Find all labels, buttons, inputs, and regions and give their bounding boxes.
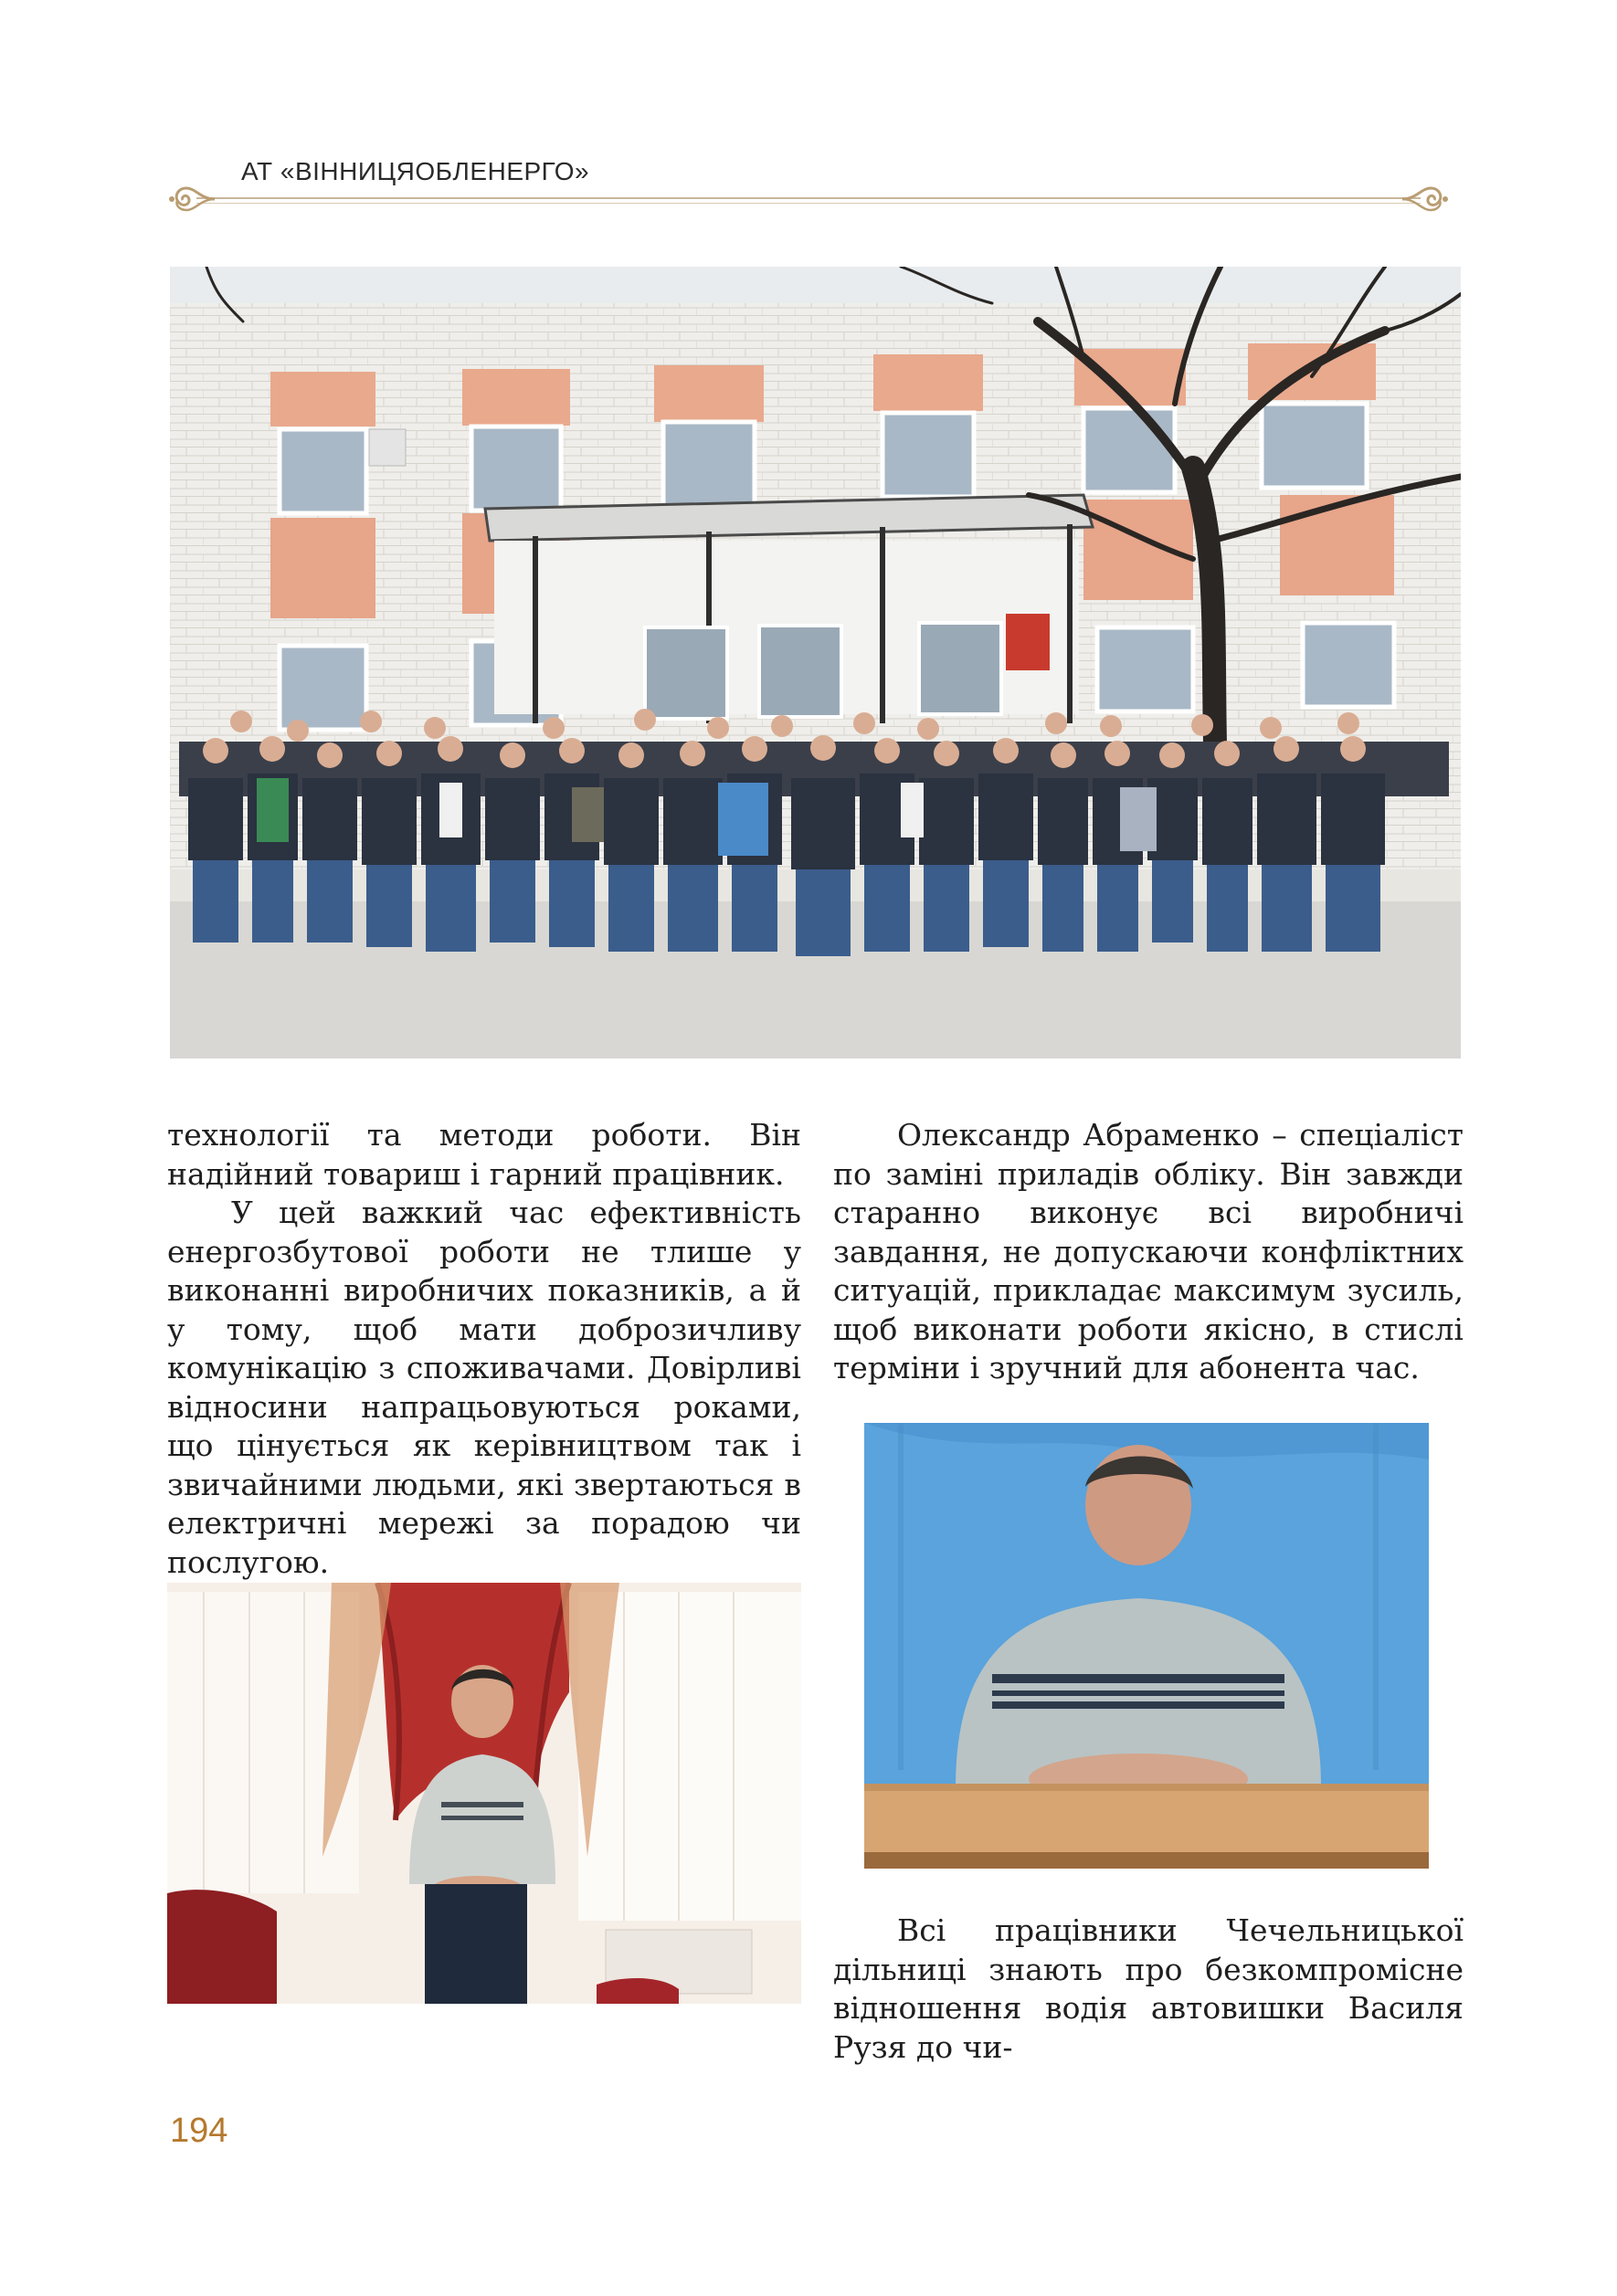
- paragraph: У цей важкий час ефективність енергозбутової роботи не тлише у виконанні виробничих показників, а й у тому, щоб мати доброзичливу комунікацію з споживачами. Довірливі відносини напрацьовуються роками, що цінується як керівництвом так і звичайними людьми, які звертаються в електричні мережі за порадою чи послугою.: [167, 1195, 801, 1580]
- group-photo: [170, 267, 1461, 1058]
- paragraph: Олександр Абраменко – спеціаліст по заміні приладів обліку. Він завжди старанно виконує всі виробничі завдання, не допускаючи конфліктних ситуацій, прикладає максимум зусиль, щоб виконати роботи якісно, в стислі терміни і зручний для абонента час.: [833, 1117, 1464, 1385]
- header-rule: [196, 197, 1421, 199]
- header-ornament-left-icon: [164, 175, 219, 223]
- page-number: 194: [170, 2112, 228, 2150]
- running-header-title: АТ «ВІННИЦЯОБЛЕНЕРГО»: [241, 157, 590, 185]
- right-column-text-bottom: [833, 1912, 1464, 2067]
- portrait-photo-right: [864, 1423, 1429, 1869]
- paragraph: Всі працівники Чечельницької дільниці знають про безкомпромісне відношення водія автовишки Василя Рузя до чи-: [833, 1912, 1464, 2065]
- header-ornament-right-icon: [1398, 175, 1453, 223]
- paragraph: технології та методи роботи. Він надійний товариш і гарний працівник.: [167, 1117, 801, 1192]
- left-column-text: [167, 1116, 801, 1582]
- right-column-text: [833, 1116, 1464, 1388]
- portrait-photo-left: [167, 1583, 801, 2004]
- header-rule-thin: [196, 203, 1421, 204]
